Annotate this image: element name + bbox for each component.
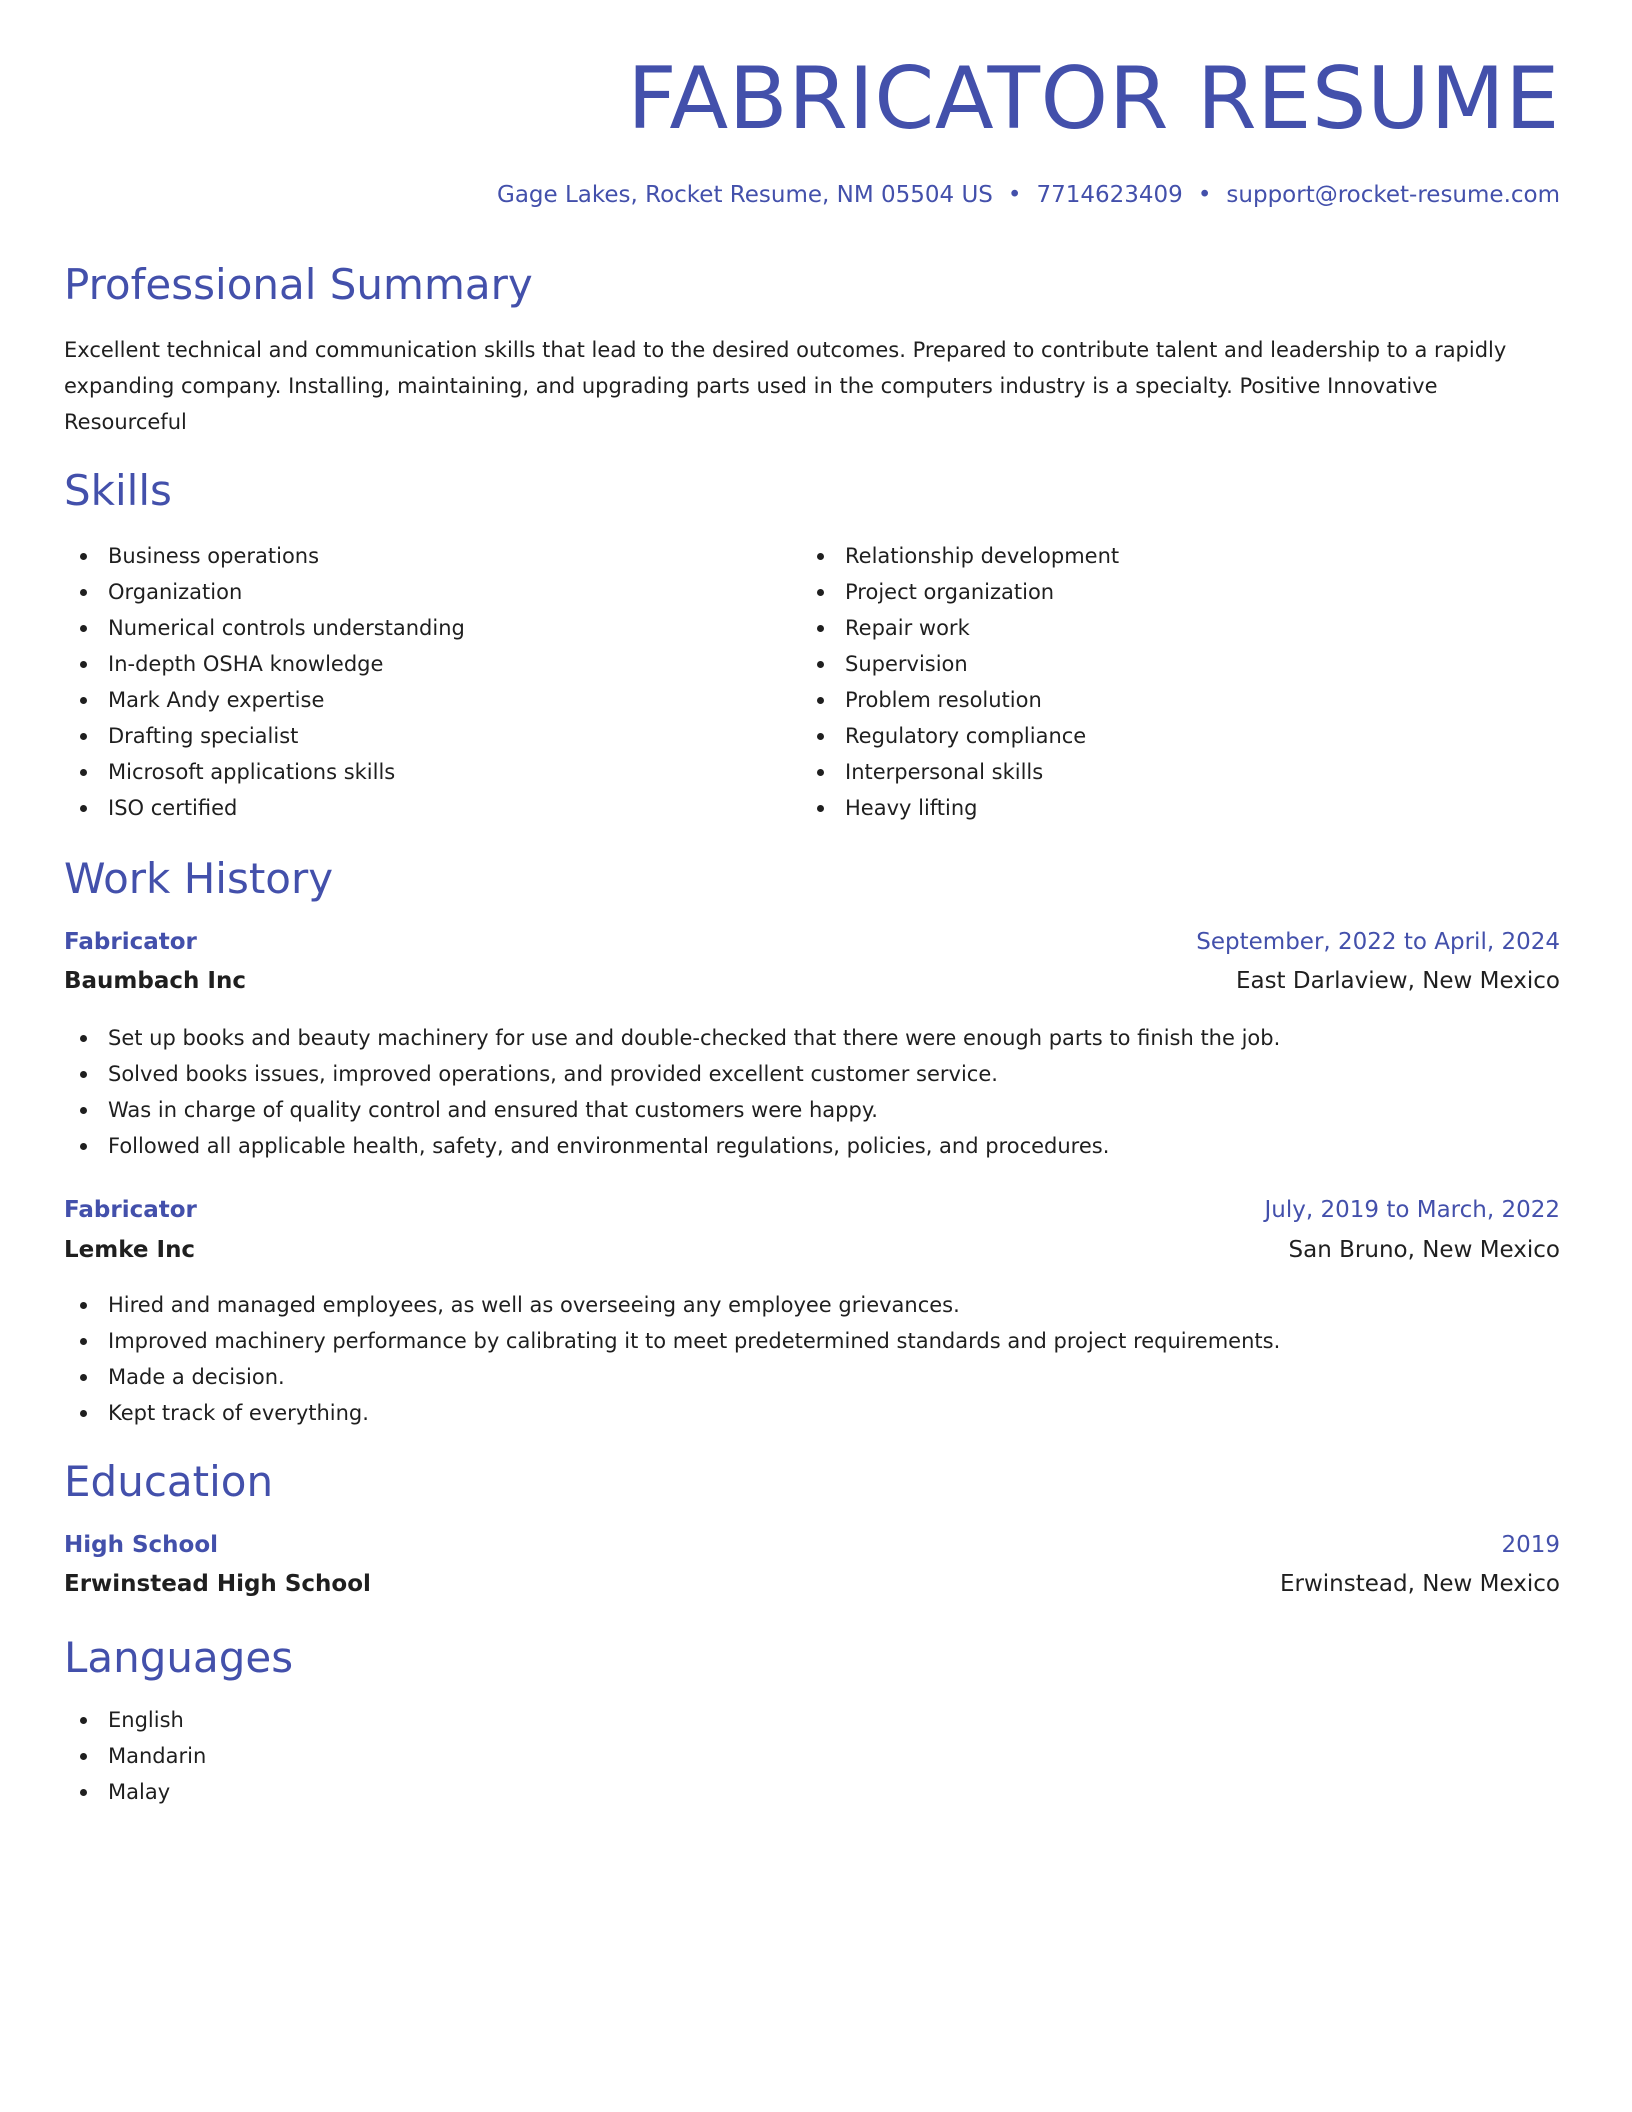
job-title: Fabricator — [64, 1197, 197, 1223]
education-degree: High School — [64, 1532, 219, 1558]
skill-item: Interpersonal skills — [801, 754, 1119, 790]
skill-item: Problem resolution — [801, 682, 1119, 718]
job-duty-item: Was in charge of quality control and ensured that customers were happy. — [64, 1092, 1280, 1128]
job-dates: July, 2019 to March, 2022 — [1264, 1197, 1560, 1223]
skill-item: In-depth OSHA knowledge — [64, 646, 465, 682]
job-duty-item: Kept track of everything. — [64, 1395, 1280, 1431]
skill-item: Supervision — [801, 646, 1119, 682]
skill-item: Relationship development — [801, 538, 1119, 574]
job-duty-item: Hired and managed employees, as well as overseeing any employee grievances. — [64, 1287, 1280, 1323]
language-item: English — [64, 1702, 206, 1738]
contact-email[interactable]: support@rocket-resume.com — [1226, 182, 1560, 208]
job-dates: September, 2022 to April, 2024 — [1196, 929, 1560, 955]
job-duty-item: Followed all applicable health, safety, and environmental regulations, policies, and procedures. — [64, 1128, 1280, 1164]
skill-item: Project organization — [801, 574, 1119, 610]
languages-list — [64, 1702, 206, 1810]
contact-phone: 7714623409 — [1036, 182, 1183, 208]
job-location: East Darlaview, New Mexico — [1235, 968, 1560, 994]
education-heading: Education — [64, 1457, 274, 1506]
job-company: Lemke Inc — [64, 1237, 196, 1263]
job-duties-list — [64, 1287, 1280, 1431]
summary-text: Excellent technical and communication skills that lead to the desired outcomes. Prepared to contribute talent and leadership to a rapidly expanding company. Installing, maintaining, and upgrading parts used in the computers industry is a specialty. Positive Innovative Resourceful — [64, 338, 1507, 434]
skill-item: Regulatory compliance — [801, 718, 1119, 754]
skill-item: Heavy lifting — [801, 790, 1119, 826]
education-school: Erwinstead High School — [64, 1571, 371, 1597]
education-location: Erwinstead, New Mexico — [1279, 1571, 1560, 1597]
language-item: Malay — [64, 1774, 206, 1810]
work-history-heading: Work History — [64, 854, 334, 903]
skill-item: Microsoft applications skills — [64, 754, 465, 790]
skill-item: Repair work — [801, 610, 1119, 646]
job-company: Baumbach Inc — [64, 968, 246, 994]
language-item: Mandarin — [64, 1738, 206, 1774]
contact-address: Gage Lakes, Rocket Resume, NM 05504 US — [497, 182, 993, 208]
skill-item: Numerical controls understanding — [64, 610, 465, 646]
job-duty-item: Set up books and beauty machinery for use and double-checked that there were enough parts to finish the job. — [64, 1020, 1280, 1056]
skills-list-right — [801, 538, 1119, 826]
skill-item: Mark Andy expertise — [64, 682, 465, 718]
education-year: 2019 — [1501, 1532, 1560, 1558]
skills-heading: Skills — [64, 466, 172, 515]
job-title: Fabricator — [64, 929, 197, 955]
languages-heading: Languages — [64, 1633, 294, 1682]
separator-dot: • — [1007, 182, 1022, 208]
summary-heading: Professional Summary — [64, 260, 533, 309]
skills-list-left — [64, 538, 465, 826]
contact-line — [497, 182, 1560, 208]
skill-item: Drafting specialist — [64, 718, 465, 754]
job-duty-item: Made a decision. — [64, 1359, 1280, 1395]
job-duty-item: Solved books issues, improved operations, and provided excellent customer service. — [64, 1056, 1280, 1092]
job-location: San Bruno, New Mexico — [1288, 1237, 1560, 1263]
skill-item: ISO certified — [64, 790, 465, 826]
job-duties-list — [64, 1020, 1280, 1164]
job-duty-item: Improved machinery performance by calibrating it to meet predetermined standards and project requirements. — [64, 1323, 1280, 1359]
separator-dot: • — [1197, 182, 1212, 208]
resume-title: FABRICATOR RESUME — [627, 49, 1560, 149]
skill-item: Organization — [64, 574, 465, 610]
skill-item: Business operations — [64, 538, 465, 574]
